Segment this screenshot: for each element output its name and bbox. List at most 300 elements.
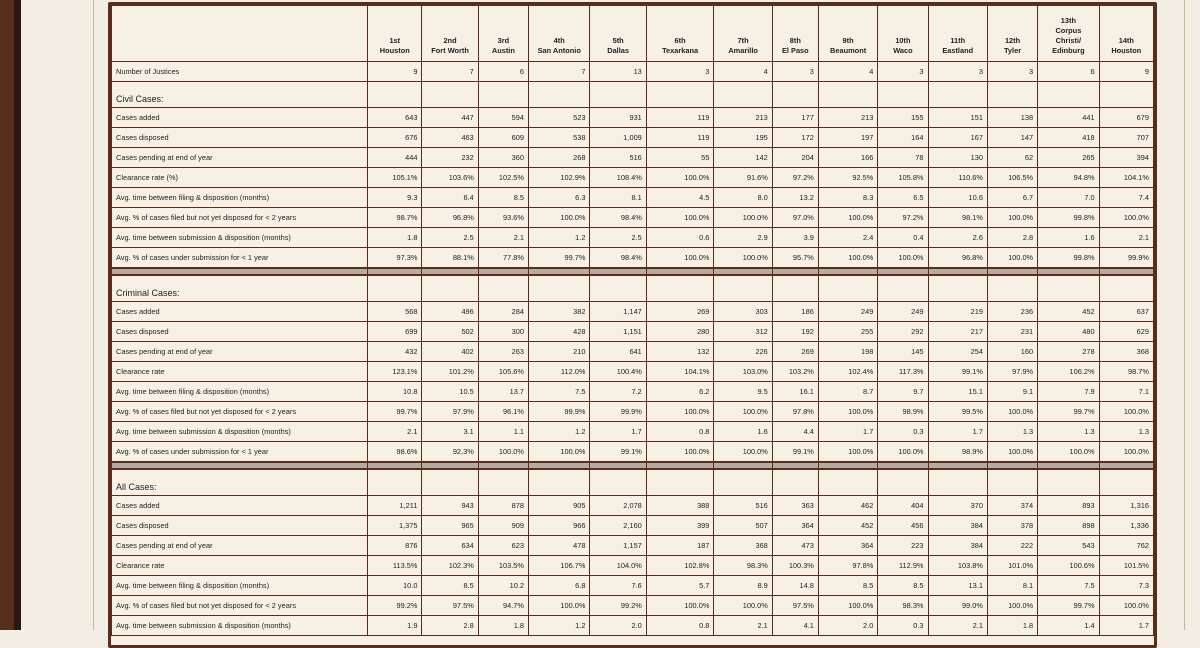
cell-value: 6.2: [646, 382, 714, 402]
cell-value: 2.1: [928, 616, 987, 636]
separator-cell: [112, 462, 368, 469]
empty-cell: [368, 82, 422, 108]
court-number: 3rd: [497, 36, 510, 45]
cell-value: 100.0%: [646, 248, 714, 269]
empty-cell: [928, 82, 987, 108]
cell-value: 231: [987, 322, 1037, 342]
row-label: Number of Justices: [112, 62, 368, 82]
table-row: [112, 148, 1154, 168]
row-label: Avg. time between submission & disposition (months): [112, 422, 368, 442]
cell-value: 99.7%: [1038, 402, 1099, 422]
cell-value: 496: [422, 302, 478, 322]
cell-value: 100.0%: [646, 208, 714, 228]
cell-value: 98.3%: [878, 596, 928, 616]
cell-value: 100.0%: [818, 248, 877, 269]
cell-value: 1.2: [528, 422, 589, 442]
cell-value: 97.2%: [772, 168, 818, 188]
empty-cell: [646, 82, 714, 108]
court-city: Eastland: [942, 46, 974, 55]
cell-value: 384: [928, 536, 987, 556]
cell-value: 102.8%: [646, 556, 714, 576]
table-row: [112, 382, 1154, 402]
cell-value: 103.5%: [478, 556, 528, 576]
row-label: Avg. time between filing & disposition (months): [112, 576, 368, 596]
cell-value: 0.3: [878, 422, 928, 442]
cell-value: 96.1%: [478, 402, 528, 422]
empty-cell: [714, 82, 772, 108]
row-label: Cases disposed: [112, 128, 368, 148]
cell-value: 300: [478, 322, 528, 342]
court-number: 10th: [895, 36, 911, 45]
empty-cell: [528, 275, 589, 302]
cell-value: 394: [1099, 148, 1153, 168]
empty-cell: [987, 469, 1037, 496]
empty-cell: [772, 275, 818, 302]
court-city: Corpus Christi/ Edinburg: [1052, 26, 1085, 55]
section-header-row: [112, 275, 1154, 302]
cell-value: 8.5: [818, 576, 877, 596]
table-row: [112, 108, 1154, 128]
empty-cell: [878, 469, 928, 496]
table-row: [112, 516, 1154, 536]
cell-value: 223: [878, 536, 928, 556]
cell-value: 101.0%: [987, 556, 1037, 576]
cell-value: 255: [818, 322, 877, 342]
cell-value: 232: [422, 148, 478, 168]
cell-value: 100.0%: [528, 596, 589, 616]
cell-value: 6.5: [878, 188, 928, 208]
cell-value: 155: [878, 108, 928, 128]
cell-value: 99.7%: [528, 248, 589, 269]
cell-value: 965: [422, 516, 478, 536]
cell-value: 99.9%: [528, 402, 589, 422]
cell-value: 3: [646, 62, 714, 82]
empty-cell: [422, 82, 478, 108]
statistics-table-panel: [108, 2, 1157, 648]
cell-value: 113.5%: [368, 556, 422, 576]
cell-value: 1.6: [1038, 228, 1099, 248]
cell-value: 7.4: [1099, 188, 1153, 208]
section-header-row: [112, 469, 1154, 496]
row-label: Clearance rate: [112, 556, 368, 576]
court-number: 4th: [553, 36, 565, 45]
cell-value: 0.6: [646, 228, 714, 248]
cell-value: 94.8%: [1038, 168, 1099, 188]
cell-value: 4: [714, 62, 772, 82]
cell-value: 1,009: [590, 128, 646, 148]
separator-cell: [1099, 462, 1153, 469]
cell-value: 117.3%: [878, 362, 928, 382]
cell-value: 2.8: [422, 616, 478, 636]
court-header: [422, 6, 478, 62]
cell-value: 364: [818, 536, 877, 556]
cell-value: 98.4%: [590, 208, 646, 228]
cell-value: 502: [422, 322, 478, 342]
cell-value: 100.0%: [818, 208, 877, 228]
cell-value: 10.5: [422, 382, 478, 402]
cell-value: 363: [772, 496, 818, 516]
table-row: [112, 616, 1154, 636]
row-label: Cases pending at end of year: [112, 536, 368, 556]
empty-cell: [368, 469, 422, 496]
cell-value: 210: [528, 342, 589, 362]
cell-value: 103.8%: [928, 556, 987, 576]
cell-value: 104.0%: [590, 556, 646, 576]
cell-value: 966: [528, 516, 589, 536]
row-label: Cases disposed: [112, 322, 368, 342]
cell-value: 388: [646, 496, 714, 516]
cell-value: 0.3: [878, 616, 928, 636]
cell-value: 106.2%: [1038, 362, 1099, 382]
row-label: Avg. % of cases filed but not yet disposed for < 2 years: [112, 208, 368, 228]
cell-value: 130: [928, 148, 987, 168]
empty-cell: [818, 82, 877, 108]
separator-cell: [714, 462, 772, 469]
cell-value: 2.1: [368, 422, 422, 442]
cell-value: 249: [878, 302, 928, 322]
cell-value: 9.7: [878, 382, 928, 402]
cell-value: 1,316: [1099, 496, 1153, 516]
cell-value: 112.9%: [878, 556, 928, 576]
cell-value: 284: [478, 302, 528, 322]
cell-value: 100.0%: [528, 208, 589, 228]
cell-value: 3: [772, 62, 818, 82]
cell-value: 876: [368, 536, 422, 556]
court-number: 8th: [789, 36, 801, 45]
cell-value: 543: [1038, 536, 1099, 556]
cell-value: 100.0%: [987, 596, 1037, 616]
cell-value: 2,078: [590, 496, 646, 516]
cell-value: 6.7: [987, 188, 1037, 208]
court-header: [987, 6, 1037, 62]
row-label: Cases added: [112, 108, 368, 128]
cell-value: 643: [368, 108, 422, 128]
cell-value: 3: [928, 62, 987, 82]
cell-value: 100.0%: [714, 208, 772, 228]
cell-value: 931: [590, 108, 646, 128]
separator-cell: [646, 462, 714, 469]
cell-value: 102.3%: [422, 556, 478, 576]
cell-value: 110.6%: [928, 168, 987, 188]
cell-value: 623: [478, 536, 528, 556]
cell-value: 2.5: [590, 228, 646, 248]
court-city: Amarillo: [728, 46, 758, 55]
empty-cell: [1099, 275, 1153, 302]
cell-value: 16.1: [772, 382, 818, 402]
section-title: All Cases:: [112, 469, 368, 496]
separator-cell: [478, 462, 528, 469]
cell-value: 1.2: [528, 616, 589, 636]
court-city: Waco: [893, 46, 913, 55]
cell-value: 473: [772, 536, 818, 556]
cell-value: 100.0%: [528, 442, 589, 463]
cell-value: 97.0%: [772, 208, 818, 228]
cell-value: 368: [714, 536, 772, 556]
empty-cell: [528, 469, 589, 496]
cell-value: 105.8%: [878, 168, 928, 188]
section-title: Criminal Cases:: [112, 275, 368, 302]
court-city: Fort Worth: [431, 46, 469, 55]
header-row: [112, 6, 1154, 62]
cell-value: 2.5: [422, 228, 478, 248]
section-separator: [112, 268, 1154, 275]
cell-value: 217: [928, 322, 987, 342]
cell-value: 100.0%: [478, 442, 528, 463]
cell-value: 1,336: [1099, 516, 1153, 536]
cell-value: 106.5%: [987, 168, 1037, 188]
cell-value: 1.3: [1038, 422, 1099, 442]
cell-value: 97.3%: [368, 248, 422, 269]
cell-value: 100.0%: [646, 442, 714, 463]
cell-value: 1.6: [714, 422, 772, 442]
cell-value: 100.0%: [714, 248, 772, 269]
empty-cell: [590, 469, 646, 496]
cell-value: 4: [818, 62, 877, 82]
cell-value: 1.9: [368, 616, 422, 636]
justices-row: [112, 62, 1154, 82]
cell-value: 1.2: [528, 228, 589, 248]
table-row: [112, 596, 1154, 616]
empty-cell: [878, 275, 928, 302]
cell-value: 204: [772, 148, 818, 168]
row-label: Cases pending at end of year: [112, 148, 368, 168]
cell-value: 13.1: [928, 576, 987, 596]
cell-value: 1.7: [1099, 616, 1153, 636]
separator-cell: [528, 462, 589, 469]
cell-value: 92.3%: [422, 442, 478, 463]
court-number: 2nd: [443, 36, 457, 45]
cell-value: 3.9: [772, 228, 818, 248]
empty-cell: [478, 469, 528, 496]
cell-value: 103.6%: [422, 168, 478, 188]
empty-cell: [1099, 469, 1153, 496]
cell-value: 100.0%: [987, 208, 1037, 228]
cell-value: 226: [714, 342, 772, 362]
cell-value: 7.5: [528, 382, 589, 402]
empty-cell: [714, 469, 772, 496]
cell-value: 8.5: [422, 576, 478, 596]
separator-cell: [1038, 268, 1099, 275]
cell-value: 98.3%: [714, 556, 772, 576]
cell-value: 4.5: [646, 188, 714, 208]
cell-value: 105.6%: [478, 362, 528, 382]
cell-value: 99.2%: [590, 596, 646, 616]
cell-value: 100.0%: [646, 402, 714, 422]
cell-value: 943: [422, 496, 478, 516]
cell-value: 9: [368, 62, 422, 82]
cell-value: 418: [1038, 128, 1099, 148]
row-label: Avg. % of cases filed but not yet disposed for < 2 years: [112, 402, 368, 422]
cell-value: 10.0: [368, 576, 422, 596]
cell-value: 123.1%: [368, 362, 422, 382]
cell-value: 103.2%: [772, 362, 818, 382]
separator-cell: [878, 462, 928, 469]
cell-value: 1,211: [368, 496, 422, 516]
empty-cell: [478, 82, 528, 108]
cell-value: 97.8%: [772, 402, 818, 422]
cell-value: 192: [772, 322, 818, 342]
cell-value: 523: [528, 108, 589, 128]
cell-value: 1.4: [1038, 616, 1099, 636]
cell-value: 100.0%: [818, 402, 877, 422]
cell-value: 452: [818, 516, 877, 536]
cell-value: 100.0%: [646, 596, 714, 616]
court-header: [368, 6, 422, 62]
cell-value: 7.1: [1099, 382, 1153, 402]
cell-value: 368: [1099, 342, 1153, 362]
cell-value: 263: [478, 342, 528, 362]
cell-value: 1.1: [478, 422, 528, 442]
cell-value: 9.3: [368, 188, 422, 208]
cell-value: 452: [1038, 302, 1099, 322]
table-row: [112, 228, 1154, 248]
separator-cell: [928, 268, 987, 275]
cell-value: 456: [878, 516, 928, 536]
court-number: 11th: [950, 36, 966, 45]
cell-value: 1,147: [590, 302, 646, 322]
cell-value: 629: [1099, 322, 1153, 342]
cell-value: 8.7: [818, 382, 877, 402]
cell-value: 98.7%: [368, 208, 422, 228]
cell-value: 102.5%: [478, 168, 528, 188]
cell-value: 447: [422, 108, 478, 128]
court-header: [878, 6, 928, 62]
cell-value: 99.1%: [928, 362, 987, 382]
cell-value: 100.0%: [1099, 208, 1153, 228]
cell-value: 909: [478, 516, 528, 536]
cell-value: 905: [528, 496, 589, 516]
cell-value: 13.2: [772, 188, 818, 208]
cell-value: 98.9%: [878, 402, 928, 422]
cell-value: 8.5: [478, 188, 528, 208]
cell-value: 1.3: [987, 422, 1037, 442]
court-number: 1st: [389, 36, 401, 45]
cell-value: 167: [928, 128, 987, 148]
cell-value: 119: [646, 108, 714, 128]
cell-value: 364: [772, 516, 818, 536]
cell-value: 104.1%: [1099, 168, 1153, 188]
court-city: Dallas: [607, 46, 630, 55]
separator-cell: [878, 268, 928, 275]
cell-value: 1.7: [818, 422, 877, 442]
cell-value: 254: [928, 342, 987, 362]
cell-value: 219: [928, 302, 987, 322]
separator-cell: [1099, 268, 1153, 275]
cell-value: 96.8%: [928, 248, 987, 269]
cell-value: 1,375: [368, 516, 422, 536]
cell-value: 7: [422, 62, 478, 82]
corner-cell: [112, 6, 368, 62]
empty-cell: [368, 275, 422, 302]
cell-value: 186: [772, 302, 818, 322]
cell-value: 98.1%: [928, 208, 987, 228]
table-row: [112, 496, 1154, 516]
cell-value: 97.8%: [818, 556, 877, 576]
cell-value: 679: [1099, 108, 1153, 128]
court-header: [1099, 6, 1153, 62]
cell-value: 100.0%: [818, 442, 877, 463]
court-header: [1038, 6, 1099, 62]
cell-value: 480: [1038, 322, 1099, 342]
cell-value: 3: [987, 62, 1037, 82]
empty-cell: [987, 275, 1037, 302]
cell-value: 197: [818, 128, 877, 148]
cell-value: 1.8: [478, 616, 528, 636]
cell-value: 98.9%: [928, 442, 987, 463]
cell-value: 676: [368, 128, 422, 148]
cell-value: 98.4%: [590, 248, 646, 269]
table-row: [112, 168, 1154, 188]
cell-value: 97.5%: [772, 596, 818, 616]
cell-value: 898: [1038, 516, 1099, 536]
cell-value: 2.6: [928, 228, 987, 248]
cell-value: 2.4: [818, 228, 877, 248]
cell-value: 594: [478, 108, 528, 128]
cell-value: 100.0%: [1099, 596, 1153, 616]
table-row: [112, 576, 1154, 596]
cell-value: 100.0%: [818, 596, 877, 616]
cell-value: 378: [987, 516, 1037, 536]
row-label: Avg. time between filing & disposition (months): [112, 188, 368, 208]
cell-value: 138: [987, 108, 1037, 128]
table-row: [112, 322, 1154, 342]
cell-value: 164: [878, 128, 928, 148]
cell-value: 4.4: [772, 422, 818, 442]
cell-value: 893: [1038, 496, 1099, 516]
cell-value: 441: [1038, 108, 1099, 128]
cell-value: 0.8: [646, 422, 714, 442]
cell-value: 99.8%: [1038, 248, 1099, 269]
court-number: 7th: [737, 36, 749, 45]
cell-value: 99.9%: [590, 402, 646, 422]
cell-value: 478: [528, 536, 589, 556]
cell-value: 100.0%: [1038, 442, 1099, 463]
empty-cell: [928, 469, 987, 496]
cell-value: 463: [422, 128, 478, 148]
court-number: 6th: [674, 36, 686, 45]
cell-value: 97.9%: [422, 402, 478, 422]
cell-value: 10.8: [368, 382, 422, 402]
cell-value: 15.1: [928, 382, 987, 402]
cell-value: 98.6%: [368, 442, 422, 463]
cell-value: 269: [772, 342, 818, 362]
cell-value: 187: [646, 536, 714, 556]
cell-value: 707: [1099, 128, 1153, 148]
cell-value: 3.1: [422, 422, 478, 442]
cell-value: 100.0%: [987, 248, 1037, 269]
cell-value: 100.3%: [772, 556, 818, 576]
cell-value: 6.8: [528, 576, 589, 596]
table-row: [112, 402, 1154, 422]
cell-value: 105.1%: [368, 168, 422, 188]
section-header-row: [112, 82, 1154, 108]
cell-value: 312: [714, 322, 772, 342]
cell-value: 97.5%: [422, 596, 478, 616]
cell-value: 292: [878, 322, 928, 342]
empty-cell: [772, 82, 818, 108]
empty-cell: [1099, 82, 1153, 108]
table-row: [112, 362, 1154, 382]
cell-value: 100.0%: [1099, 442, 1153, 463]
separator-cell: [590, 268, 646, 275]
cell-value: 101.5%: [1099, 556, 1153, 576]
cell-value: 100.0%: [714, 402, 772, 422]
row-label: Cases disposed: [112, 516, 368, 536]
court-number: 9th: [842, 36, 854, 45]
cell-value: 878: [478, 496, 528, 516]
separator-cell: [987, 268, 1037, 275]
cell-value: 100.0%: [714, 596, 772, 616]
